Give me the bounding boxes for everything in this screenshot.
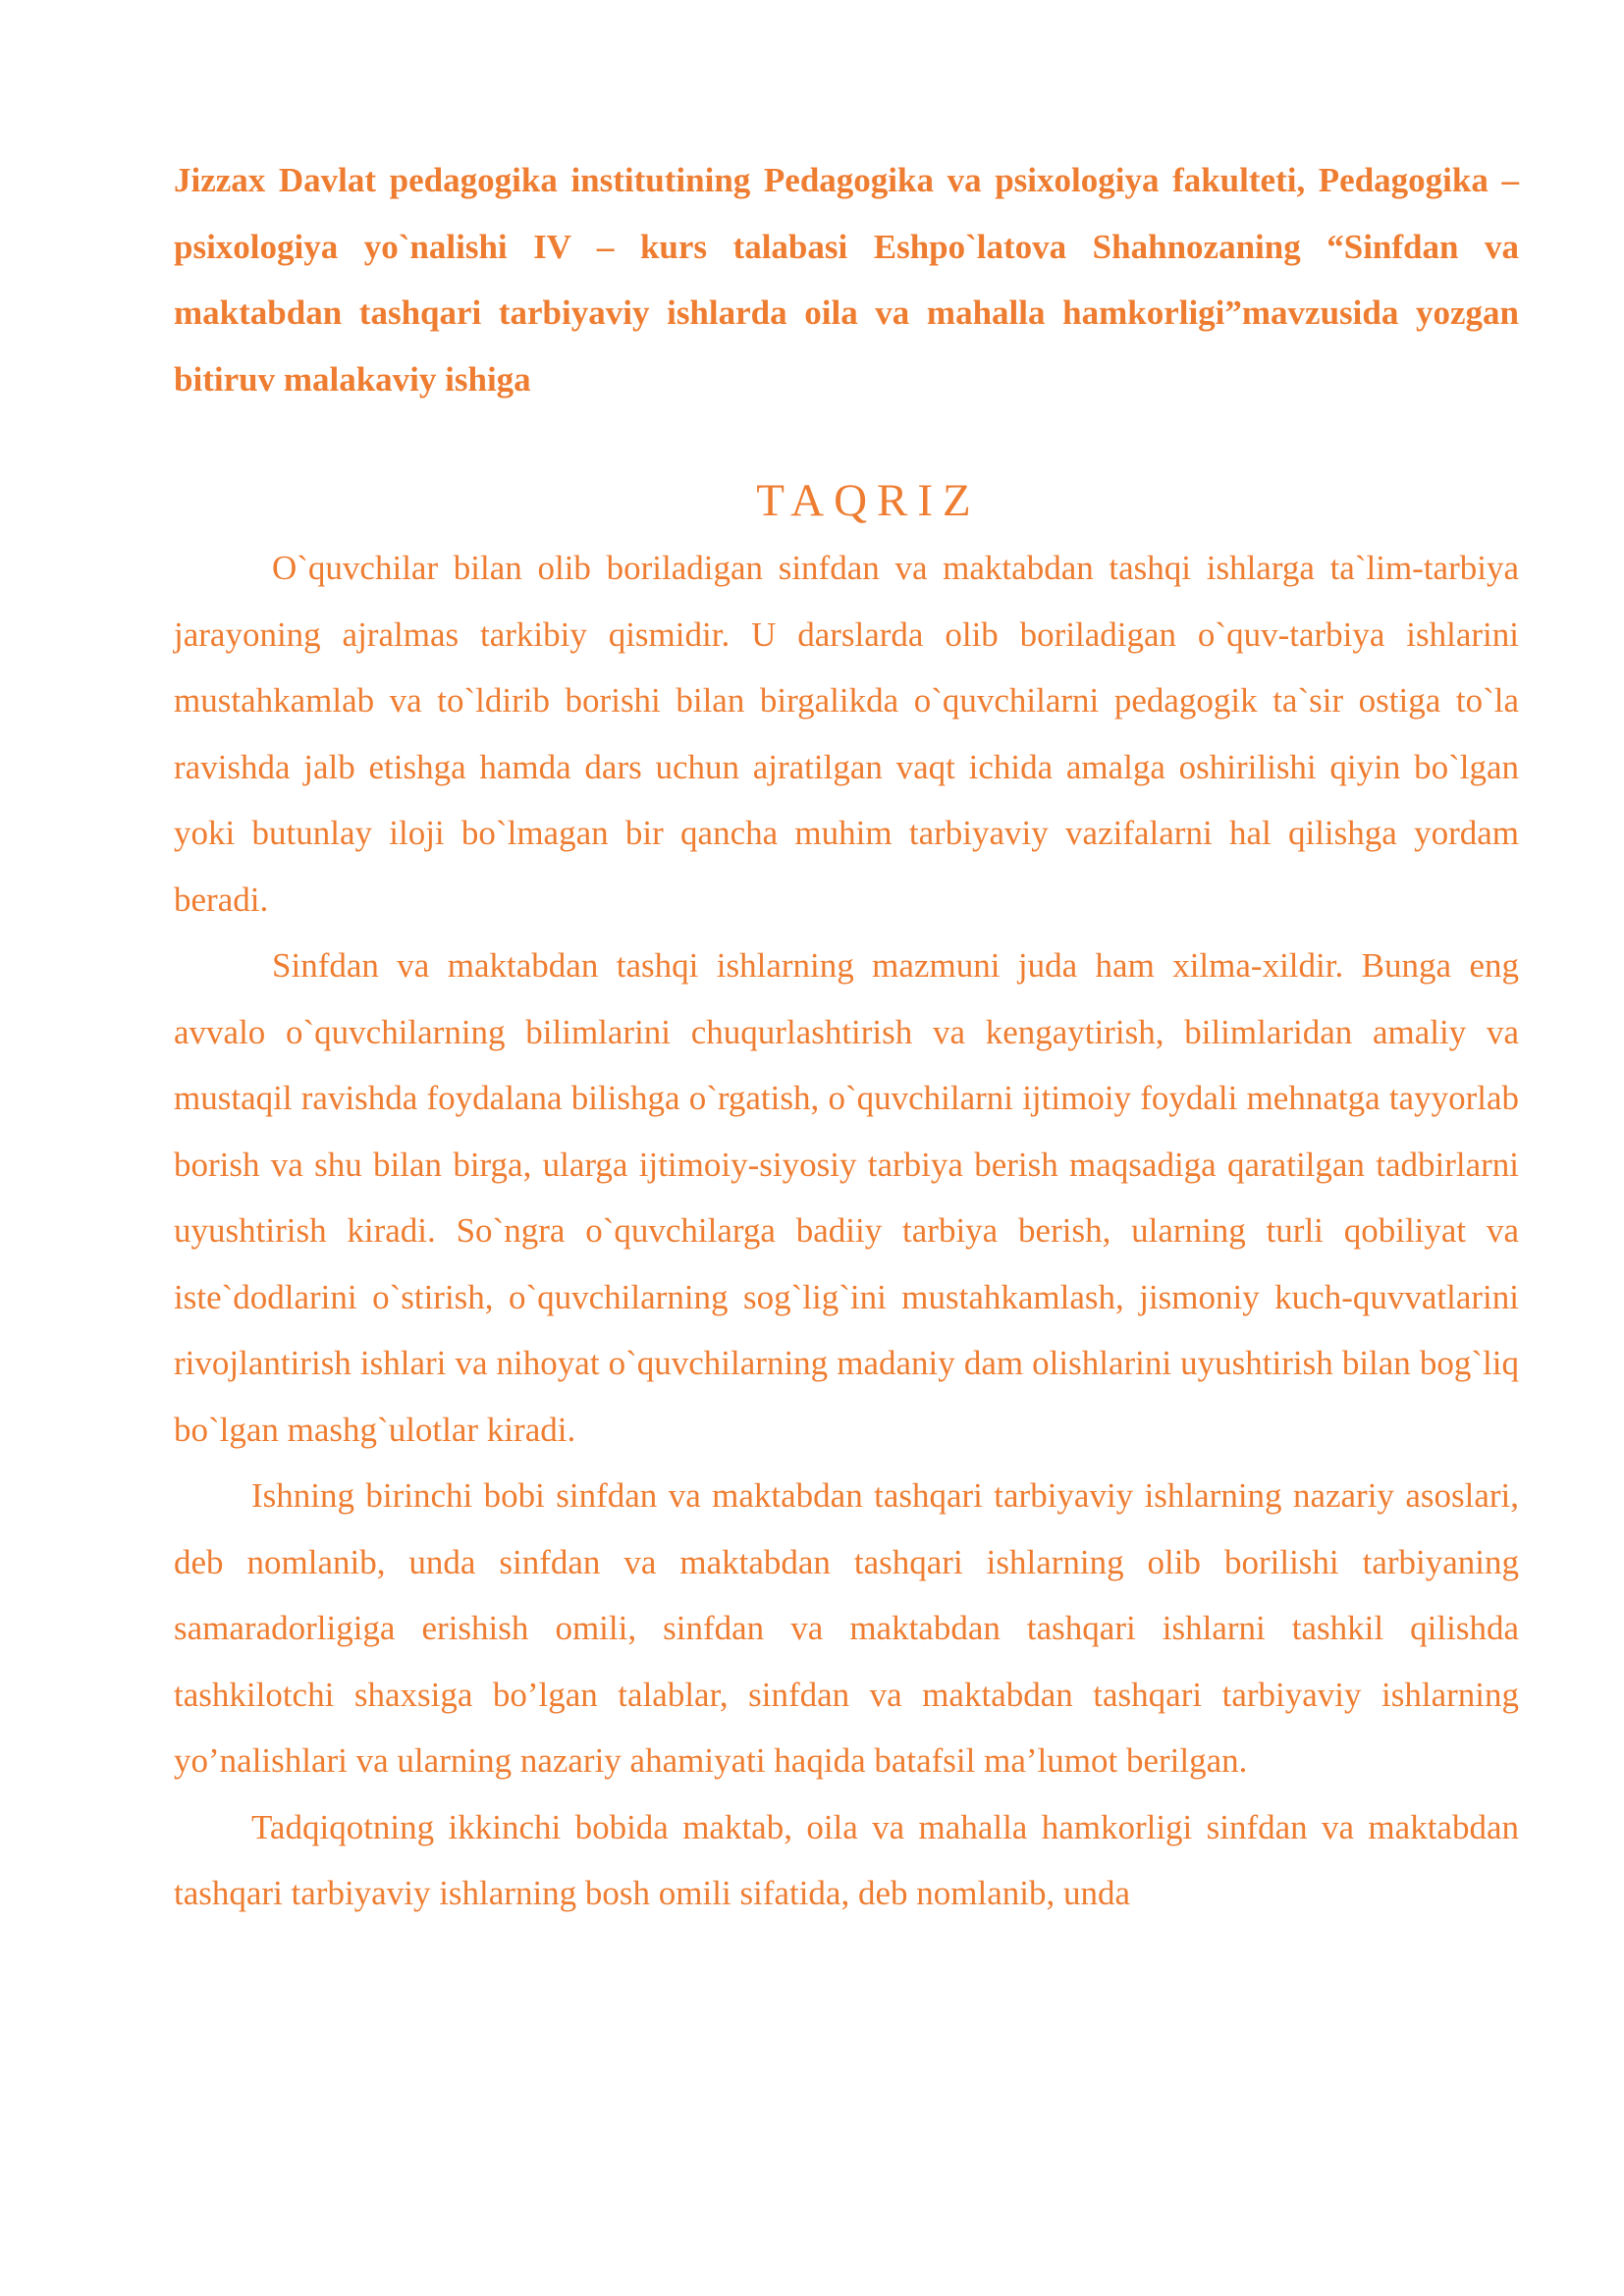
document-title: TAQRIZ [756, 475, 981, 526]
document-page [174, 147, 1519, 1927]
paragraph-2: Sinfdan va maktabdan tashqi ishlarning mazmuni juda ham xilma-xildir. Bunga eng avvalo o`quvchilarning bilimlarini chuqurlashtirish va kengaytirish, bilimlaridan amaliy va mustaqil ravishda foydalana bilishga o`rgatish, o`quvchilarni ijtimoiy foydali mehnatga tayyorlab borish va shu bilan birga, ularga ijtimoiy-siyosiy tarbiya berish maqsadiga qaratilgan tadbirlarni uyushtirish kiradi. So`ngra o`quvchilarga badiiy tarbiya berish, ularning turli qobiliyat va iste`dodlarini o`stirish, o`quvchilarning sog`lig`ini mustahkamlash, jismoniy kuch-quvvatlarini rivojlantirish ishlari va nihoyat o`quvchilarning madaniy dam olishlarini uyushtirish bilan bog`liq bo`lgan mashg`ulotlar kiradi. [174, 946, 1519, 1449]
document-header: Jizzax Davlat pedagogika institutining Pedagogika va psixologiya fakulteti, Pedagogika – psixologiya yo`nalishi IV – kurs talabasi Eshpo`latova Shahnozaning “Sinfdan va maktabdan tashqari tarbiyaviy ishlarda oila va mahalla hamkorligi”mavzusida yozgan bitiruv malakaviy ishiga [174, 161, 1519, 399]
paragraph-1: O`quvchilar bilan olib boriladigan sinfdan va maktabdan tashqi ishlarga ta`lim-tarbiya jarayoning ajralmas tarkibiy qismidir. U darslarda olib boriladigan o`quv-tarbiya ishlarini mustahkamlab va to`ldirib borishi bilan birgalikda o`quvchilarni pedagogik ta`sir ostiga to`la ravishda jalb etishga hamda dars uchun ajratilgan vaqt ichida amalga oshirilishi qiyin bo`lgan yoki butunlay iloji bo`lmagan bir qancha muhim tarbiyaviy vazifalarni hal qilishga yordam beradi. [174, 549, 1519, 919]
paragraph-3: Ishning birinchi bobi sinfdan va maktabdan tashqari tarbiyaviy ishlarning nazariy asoslari, deb nomlanib, unda sinfdan va maktabdan tashqari ishlarning olib borilishi tarbiyaning samaradorligiga erishish omili, sinfdan va maktabdan tashqari ishlarni tashkil qilishda tashkilotchi shaxsiga bo’lgan talablar, sinfdan va maktabdan tashqari tarbiyaviy ishlarning yo’nalishlari va ularning nazariy ahamiyati haqida batafsil ma’lumot berilgan. [174, 1476, 1519, 1780]
paragraph-4: Tadqiqotning ikkinchi bobida maktab, oila va mahalla hamkorligi sinfdan va maktabdan tashqari tarbiyaviy ishlarning bosh omili sifatida, deb nomlanib, unda [174, 1807, 1519, 1912]
